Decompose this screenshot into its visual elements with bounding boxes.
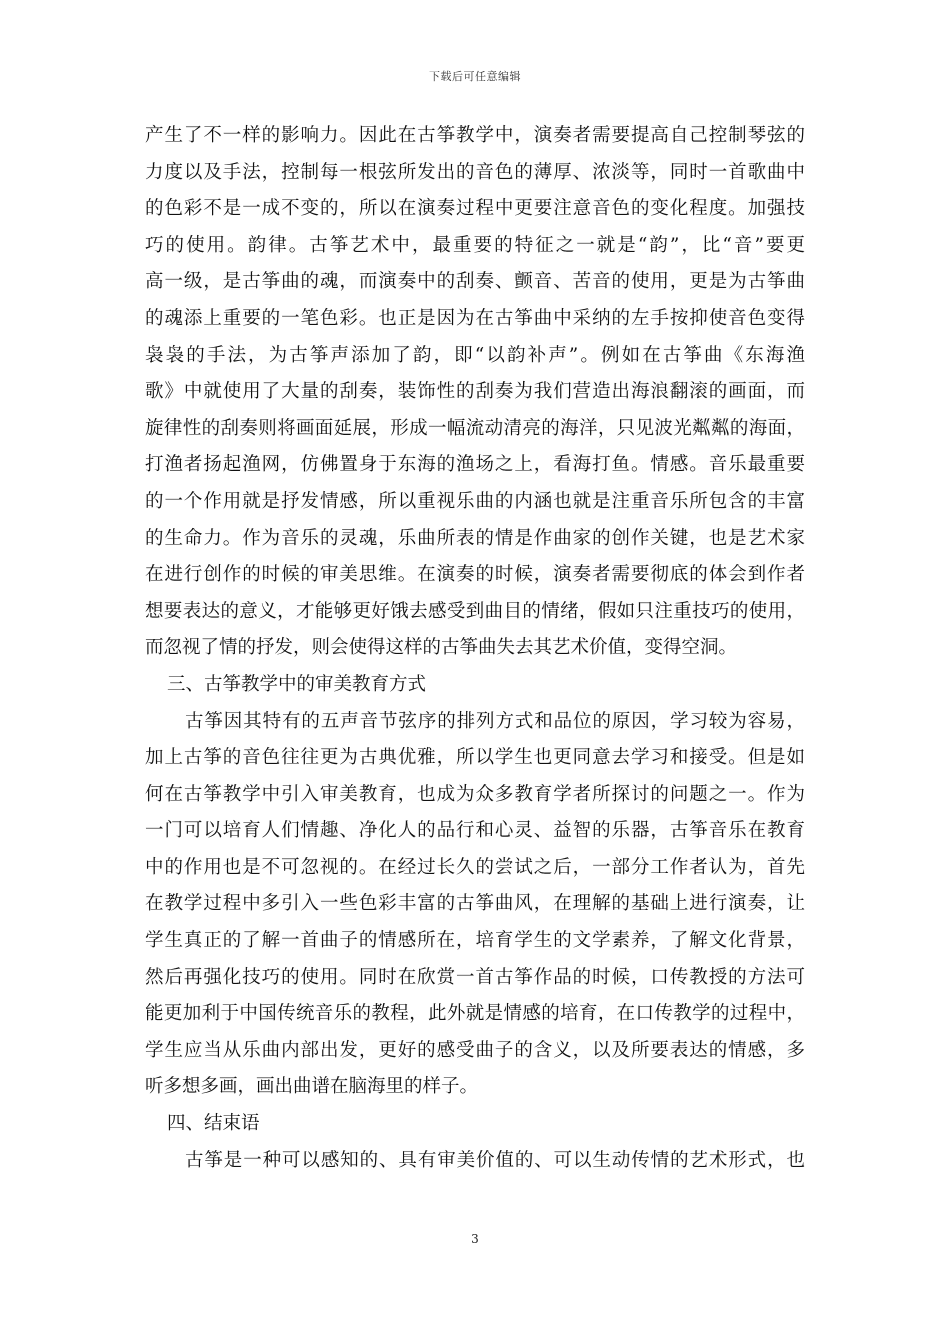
text-line: 想要表达的意义，才能够更好饿去感受到曲目的情绪，假如只注重技巧的使用， (145, 600, 805, 622)
document-body (145, 118, 805, 1179)
text-line: 产生了不一样的影响力。因此在古筝教学中，演奏者需要提高自己控制琴弦的 (145, 125, 805, 146)
text-line: 在进行创作的时候的审美思维。在演奏的时候，演奏者需要彻底的体会到作者 (145, 564, 805, 586)
text-line: 古筝是一种可以感知的、具有审美价值的、可以生动传情的艺术形式，也 (185, 1149, 805, 1171)
section-heading: 三、古筝教学中的审美教育方式 (167, 673, 427, 695)
text-line: 袅袅的手法，为古筝声添加了韵，即“以韵补声”。例如在古筝曲《东海渔 (145, 344, 805, 366)
text-line: 加上古筝的音色往往更为古典优雅，所以学生也更同意去学习和接受。但是如 (145, 747, 805, 769)
section-heading: 四、结束语 (167, 1113, 260, 1135)
text-line: 一门可以培育人们情趣、净化人的品行和心灵、益智的乐器，古筝音乐在教育 (145, 820, 805, 842)
text-line: 的生命力。作为音乐的灵魂，乐曲所表的情是作曲家的创作关键，也是艺术家 (145, 527, 805, 549)
text-line: 巧的使用。韵律。古筝艺术中，最重要的特征之一就是“韵”，比“音”要更 (145, 234, 805, 256)
page-header: 下载后可任意编辑 (429, 70, 521, 83)
text-line: 力度以及手法，控制每一根弦所发出的音色的薄厚、浓淡等，同时一首歌曲中 (145, 161, 805, 183)
text-line: 能更加利于中国传统音乐的教程，此外就是情感的培育，在口传教学的过程中， (145, 1003, 805, 1025)
text-line: 旋律性的刮奏则将画面延展，形成一幅流动清亮的海洋，只见波光粼粼的海面， (145, 417, 805, 439)
text-line: 在教学过程中多引入一些色彩丰富的古筝曲风，在理解的基础上进行演奏，让 (145, 893, 805, 915)
text-line: 何在古筝教学中引入审美教育，也成为众多教育学者所探讨的问题之一。作为 (145, 783, 805, 805)
text-line: 的色彩不是一成不变的，所以在演奏过程中更要注意音色的变化程度。加强技 (145, 198, 805, 220)
text-line: 中的作用也是不可忽视的。在经过长久的尝试之后，一部分工作者认为，首先 (145, 856, 805, 878)
text-line: 打渔者扬起渔网，仿佛置身于东海的渔场之上，看海打鱼。情感。音乐最重要 (145, 454, 805, 476)
text-line: 学生真正的了解一首曲子的情感所在，培育学生的文学素养，了解文化背景， (145, 930, 805, 952)
text-line: 的魂添上重要的一笔色彩。也正是因为在古筝曲中采纳的左手按抑使音色变得 (145, 307, 805, 329)
text-line: 古筝因其特有的五声音节弦序的排列方式和品位的原因，学习较为容易， (185, 710, 805, 732)
text-line: 的一个作用就是抒发情感，所以重视乐曲的内涵也就是注重音乐所包含的丰富 (145, 490, 805, 512)
page-number: 3 (471, 1232, 479, 1246)
text-line: 而忽视了情的抒发，则会使得这样的古筝曲失去其艺术价值，变得空洞。 (145, 637, 738, 659)
text-line: 学生应当从乐曲内部出发，更好的感受曲子的含义，以及所要表达的情感，多 (145, 1039, 805, 1061)
text-line: 然后再强化技巧的使用。同时在欣赏一首古筝作品的时候，口传教授的方法可 (145, 966, 805, 988)
text-line: 歌》中就使用了大量的刮奏，装饰性的刮奏为我们营造出海浪翻滚的画面，而 (145, 381, 805, 403)
text-line: 高一级，是古筝曲的魂，而演奏中的刮奏、颤音、苦音的使用，更是为古筝曲 (145, 271, 805, 293)
text-line: 听多想多画，画出曲谱在脑海里的样子。 (145, 1076, 479, 1098)
